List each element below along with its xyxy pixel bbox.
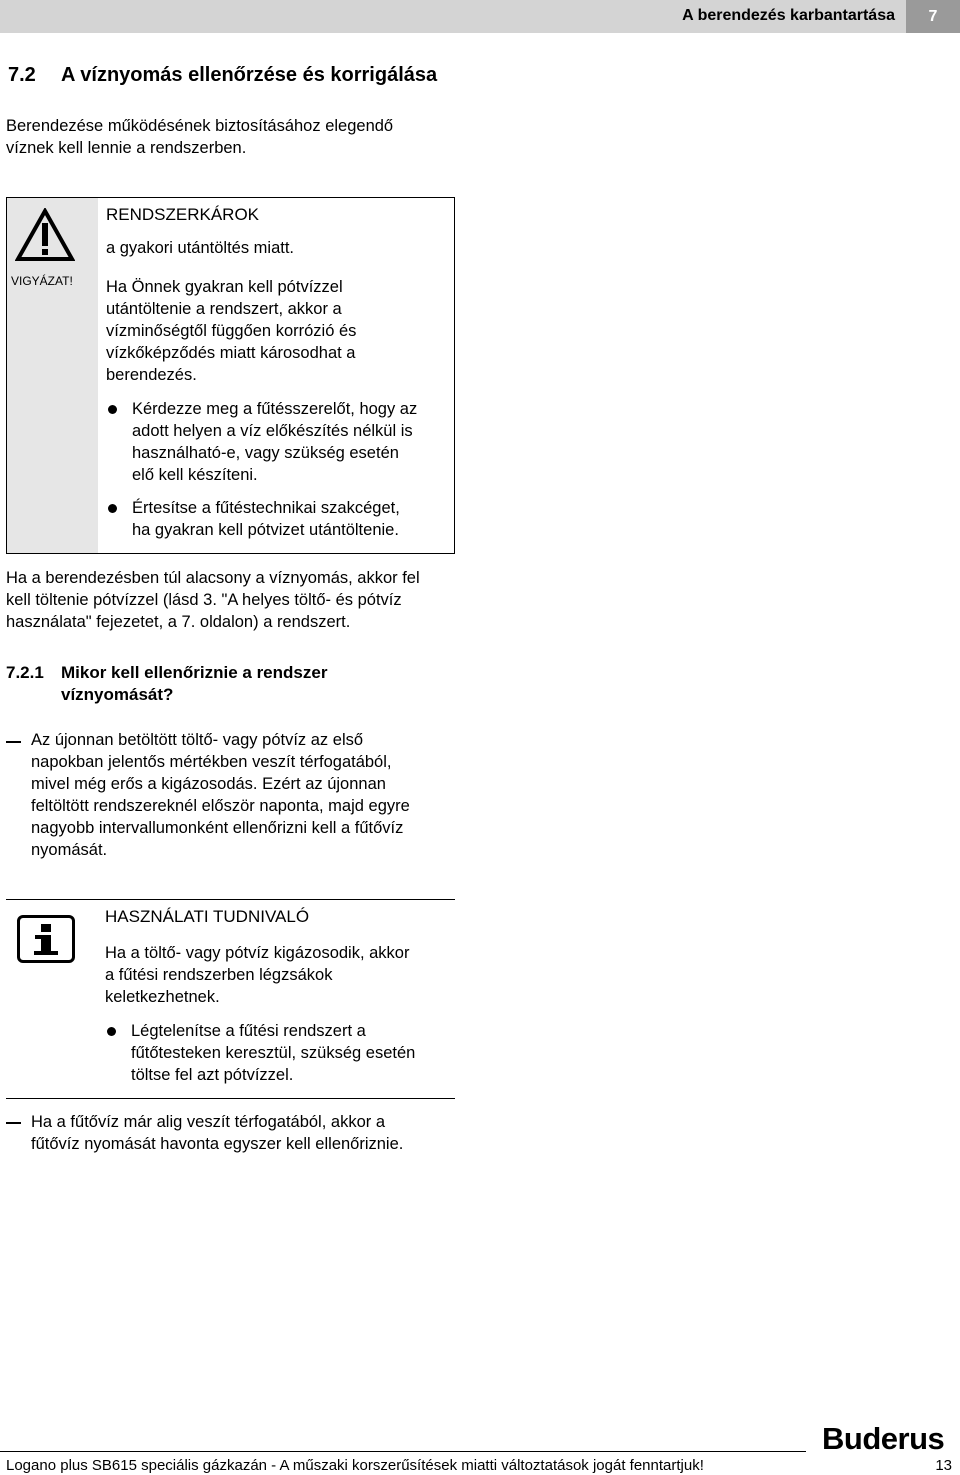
dash-marker (6, 741, 21, 743)
bullet-line: használható-e, vagy szükség esetén (132, 444, 399, 462)
info-text-line: Ha a töltő- vagy pótvíz kigázosodik, akkor (105, 944, 410, 962)
warning-subtitle (106, 237, 294, 259)
bullet-line: adott helyen a víz előkészítés nélkül is (132, 422, 413, 440)
warning-subtitle-line: a gyakori utántöltés miatt. (106, 239, 295, 257)
page-number: 13 (935, 1457, 952, 1474)
dash-item-line: nagyobb intervallumonként ellenőrizni kell a fűtővíz (31, 819, 404, 837)
dash-item-line: napokban jelentős mértékben veszít térfogatából, (31, 753, 392, 771)
header-title: A berendezés karbantartása (682, 7, 895, 24)
bullet-line: Légtelenítse a fűtési rendszert a (131, 1022, 366, 1040)
refill-line: Ha a berendezésben túl alacsony a víznyomás, akkor fel (6, 569, 420, 587)
dash-item-line: nyomását. (31, 841, 108, 859)
info-text-line: a fűtési rendszerben légzsákok (105, 966, 333, 984)
dash-item-line: fűtővíz nyomását havonta egyszer kell ellenőriznie. (31, 1135, 404, 1153)
subsection-title-line: Mikor kell ellenőriznie a rendszer (61, 663, 328, 682)
dash-marker (6, 1122, 21, 1124)
bullet-line: Értesítse a fűtéstechnikai szakcéget, (132, 499, 400, 517)
info-bullet (131, 1020, 415, 1086)
dash-item-line: feltöltött rendszereknél először naponta, majd egyre (31, 797, 410, 815)
bullet-dot (108, 405, 117, 414)
bullet-dot (108, 504, 117, 513)
warning-sidebar (7, 198, 98, 553)
info-box (6, 899, 455, 1099)
warning-text-line: vízkőképződés miatt károsodhat a (106, 344, 356, 362)
section-title (8, 64, 437, 87)
brand-logo: Buderus (822, 1421, 945, 1456)
warning-text-line: berendezés. (106, 366, 197, 384)
bullet-line: töltse fel azt pótvízzel. (131, 1066, 294, 1084)
warning-text (106, 276, 356, 386)
chapter-number: 7 (906, 0, 960, 33)
intro-paragraph (6, 115, 393, 159)
subsection-number: 7.2.1 (6, 663, 44, 682)
intro-line: Berendezése működésének biztosításához elegendő (6, 117, 394, 135)
dash-item-line: mivel még erős a kigázosodás. Ezért az újonnan (31, 775, 386, 793)
dash-item-2 (31, 1111, 403, 1155)
info-title: HASZNÁLATI TUDNIVALÓ (105, 907, 310, 926)
bullet-line: fűtőtesteken keresztül, szükség esetén (131, 1044, 416, 1062)
warning-triangle-icon (15, 208, 75, 262)
info-text-line: keletkezhetnek. (105, 988, 220, 1006)
section-title-text: A víznyomás ellenőrzése és korrigálása (61, 64, 438, 86)
bullet-line: ha gyakran kell pótvizet utántöltenie. (132, 521, 399, 539)
warning-title: RENDSZERKÁROK (106, 205, 260, 224)
info-icon (17, 915, 75, 963)
bullet-dot (107, 1027, 116, 1036)
refill-paragraph (6, 567, 420, 633)
bullet-line: elő kell készíteni. (132, 466, 258, 484)
refill-line: kell töltenie pótvízzel (lásd 3. "A helyes töltő- és pótvíz (6, 591, 402, 609)
subsection-title-line: víznyomását? (61, 685, 174, 704)
warning-label: VIGYÁZAT! (11, 274, 73, 288)
warning-text-line: Ha Önnek gyakran kell pótvízzel (106, 278, 343, 296)
info-text (105, 942, 409, 1008)
warning-text-line: vízminőségtől függően korrózió és (106, 322, 357, 340)
subsection-title (6, 662, 327, 706)
bullet-line: Kérdezze meg a fűtésszerelőt, hogy az (132, 400, 418, 418)
dash-item-line: Ha a fűtővíz már alig veszít térfogatából, akkor a (31, 1113, 386, 1131)
dash-item-line: Az újonnan betöltött töltő- vagy pótvíz az első (31, 731, 364, 749)
intro-line: víznek kell lennie a rendszerben. (6, 139, 247, 157)
footer-text: Logano plus SB615 speciális gázkazán - A műszaki korszerűsítések miatti változtatások jogát fenntartjuk! (6, 1457, 704, 1474)
footer-divider (0, 1451, 806, 1452)
warning-box (6, 197, 455, 554)
refill-line: használata" fejezetet, a 7. oldalon) a rendszert. (6, 613, 351, 631)
warning-bullet-1 (132, 398, 417, 486)
warning-bullet-2 (132, 497, 400, 541)
section-number: 7.2 (8, 64, 36, 86)
warning-text-line: utántöltenie a rendszert, akkor a (106, 300, 342, 318)
dash-item-1 (31, 729, 410, 861)
